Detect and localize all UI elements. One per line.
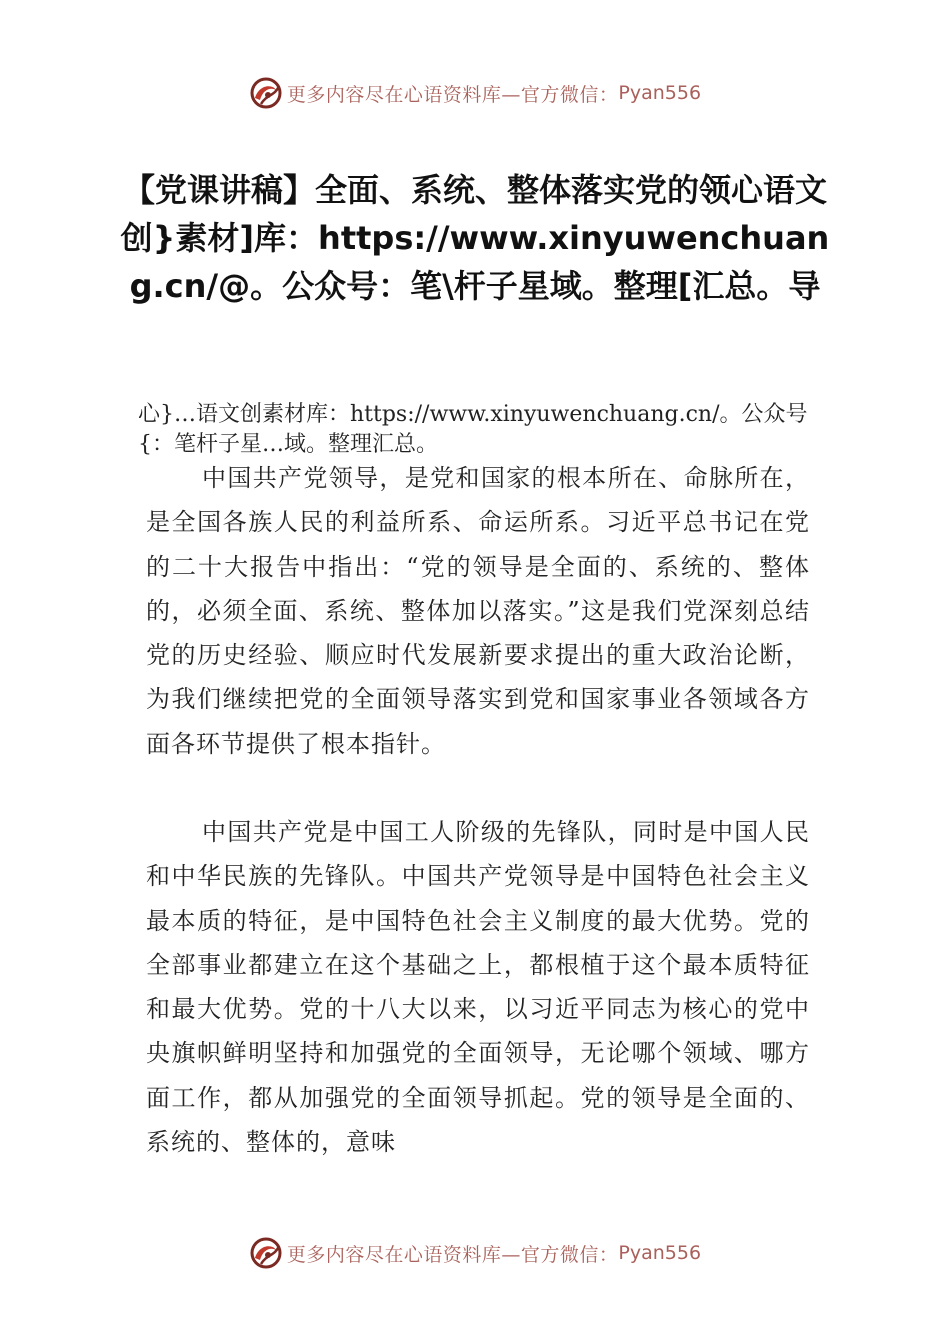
banner-text: 更多内容尽在心语资料库—官方微信： xyxy=(286,83,619,106)
swirl-logo-icon xyxy=(249,76,283,110)
paragraph-2: 中国共产党是中国工人阶级的先锋队，同时是中国人民和中华民族的先锋队。中国共产党领导是中国特色社会主义最本质的特征，是中国特色社会主义制度的最大优势。党的全部事业都建立在这个基础之上，都根植于这个最本质特征和最大优势。党的十八大以来，以习近平同志为核心的党中央旗帜鲜明坚持和加强党的全面领导，无论哪个领域、哪方面工作，都从加强党的全面领导抓起。党的领导是全面的、系统的、整体的，意味 xyxy=(146,818,810,1157)
document-title: 【党课讲稿】全面、系统、整体落实党的领心语文创}素材]库：https://www.xinyuwenchuang.cn/@。公众号：笔\杆子星域。整理[汇总。导 xyxy=(120,171,830,305)
footer-banner xyxy=(0,1233,950,1273)
wechat-id: Pyan556 xyxy=(618,1242,702,1264)
wechat-id: Pyan556 xyxy=(618,82,702,104)
source-note: 心}…语文创素材库：https://www.xinyuwenchuang.cn/。公众号{：笔杆子星…域。整理汇总。 xyxy=(138,402,808,457)
banner-text: 更多内容尽在心语资料库—官方微信： xyxy=(286,1243,619,1266)
header-banner xyxy=(0,73,950,113)
paragraph-1: 中国共产党领导，是党和国家的根本所在、命脉所在，是全国各族人民的利益所系、命运所系。习近平总书记在党的二十大报告中指出：“党的领导是全面的、系统的、整体的，必须全面、系统、整体加以落实。”这是我们党深刻总结党的历史经验、顺应时代发展新要求提出的重大政治论断，为我们继续把党的全面领导落实到党和国家事业各领域各方面各环节提供了根本指针。 xyxy=(146,464,810,758)
swirl-logo-icon xyxy=(249,1236,283,1270)
